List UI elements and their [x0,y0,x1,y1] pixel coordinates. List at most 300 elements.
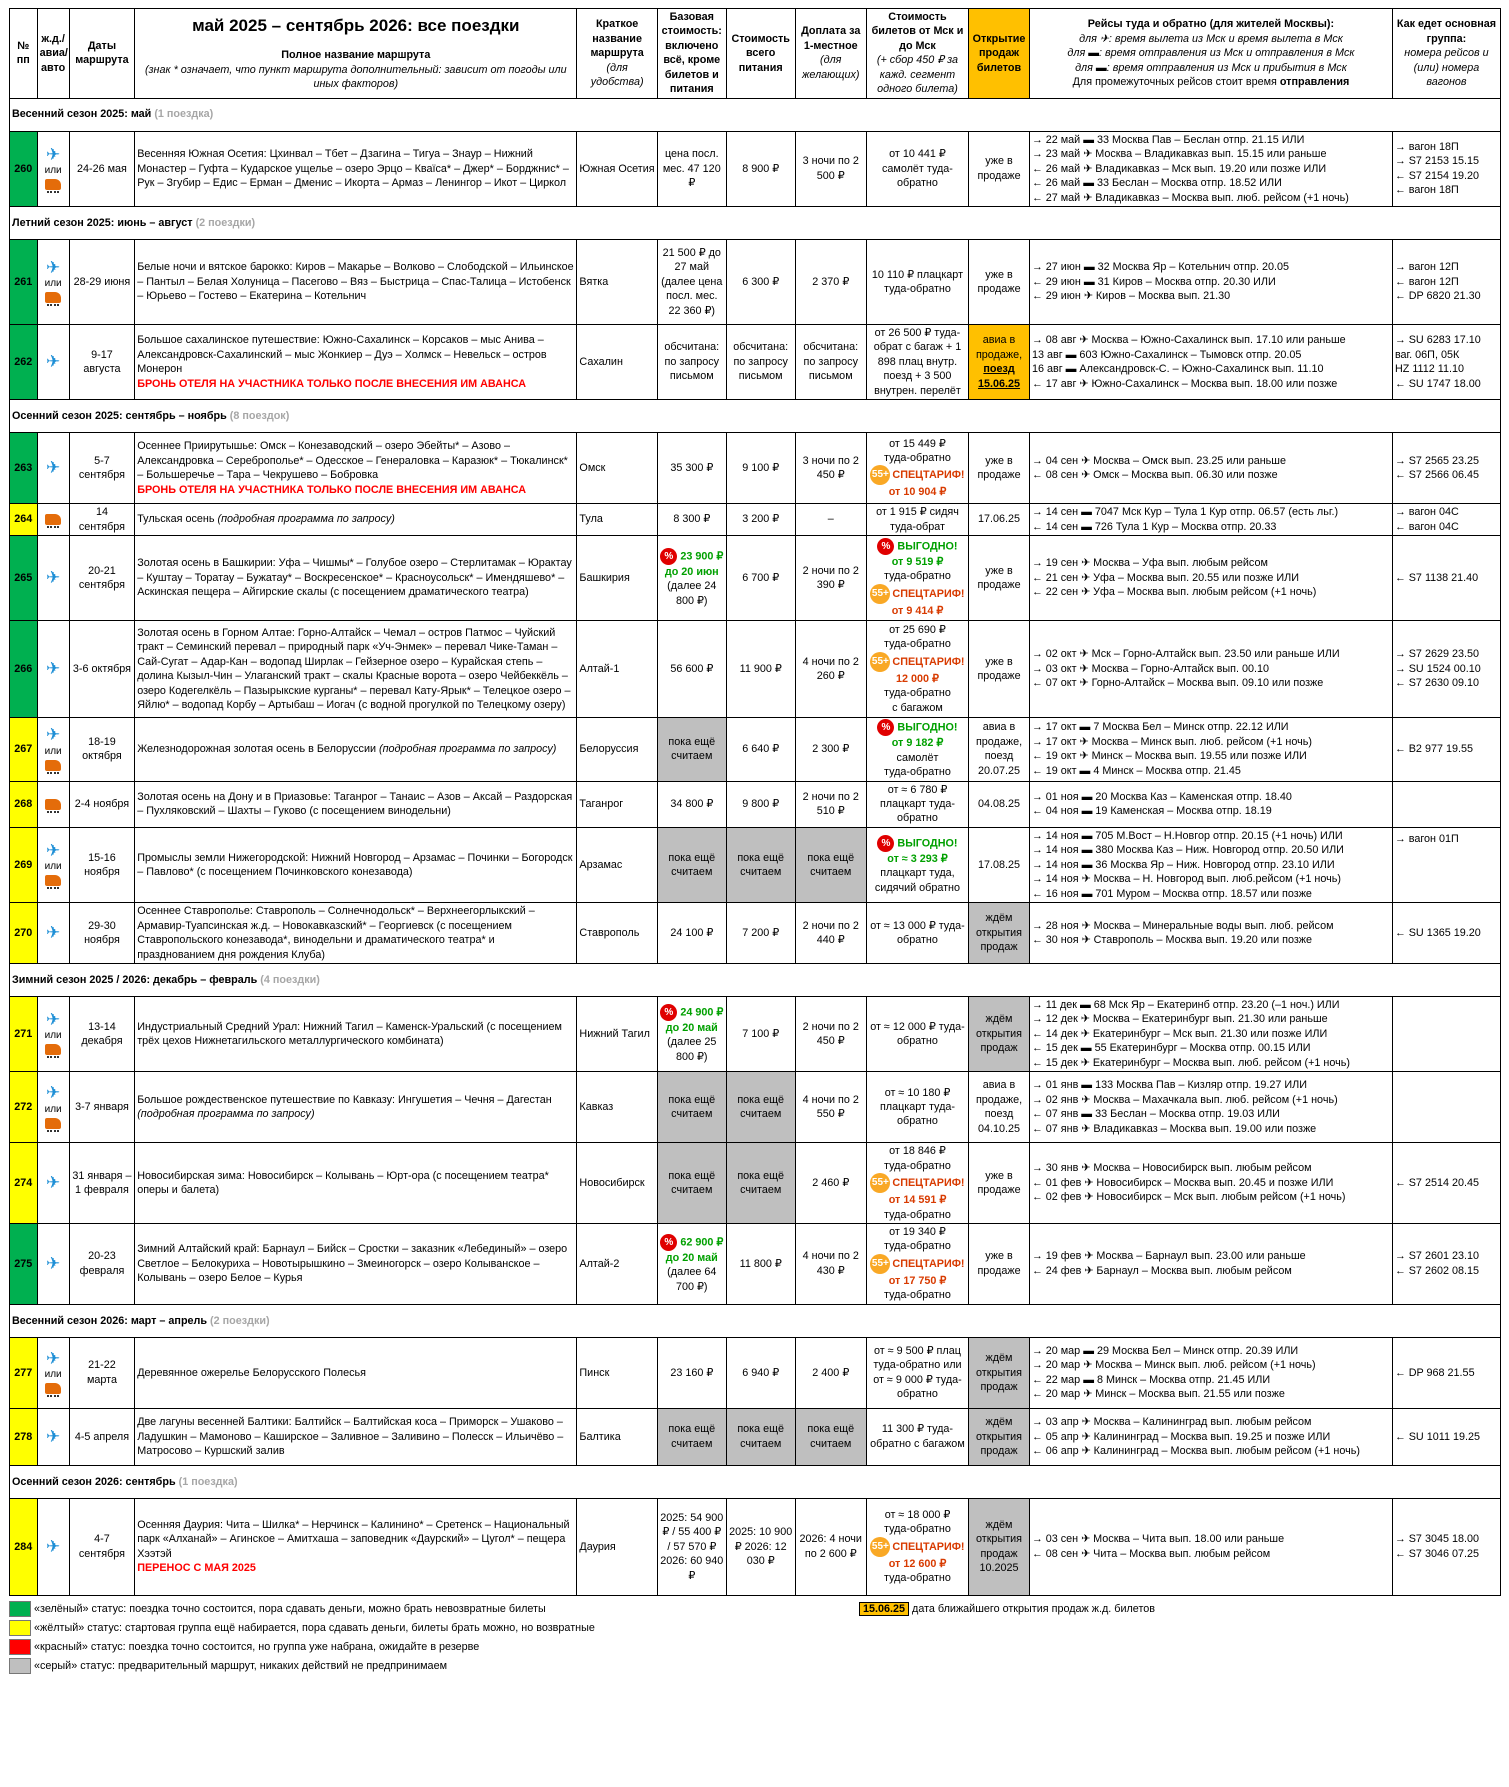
plane-icon: ✈ [46,1348,61,1368]
trip-food-price: пока ещё считаем [726,1408,795,1465]
trip-group [1392,1408,1500,1465]
ticket-note: туда-обратно [884,766,951,779]
trip-short: Сахалин [577,324,657,399]
header-food: Стоимость всего питания [726,9,795,99]
trip-short: Алтай-2 [577,1224,657,1305]
flight-line: → 30 янв ✈ Москва – Новосибирск вып. любым рейсом [1031,1162,1312,1175]
train-icon [45,875,61,886]
plane-icon: ✈ [46,1172,61,1192]
train-icon [45,1044,61,1055]
trip-row-263[interactable] [10,433,1501,504]
trip-group [1392,903,1500,964]
transport-cell [37,1408,69,1465]
trip-number: 261 [10,239,38,324]
flight-line: → 01 ноя ▬ 20 Москва Каз – Каменская отпр. 18.40 [1031,790,1292,803]
plane-icon: ✈ [46,1426,61,1446]
header-short [577,9,657,99]
legend-green [9,1600,1501,1619]
header-flights-l4 [1073,76,1350,88]
trip-row-272[interactable] [10,1072,1501,1143]
plane-icon: ✈ [46,1009,61,1029]
flight-line: ← 24 фев ✈ Барнаул – Москва вып. любым рейсом [1031,1264,1292,1277]
header-flights-l1: для ✈: время вылета из Мск и время вылета в Мск [1079,32,1343,45]
trip-opening: ждём открытия продаж [969,996,1030,1071]
legend-date [859,1600,1155,1619]
section-spring-2026 [10,1304,1501,1337]
trip-group [1392,996,1500,1071]
flight-line: ← 30 ноя ✈ Ставрополь – Москва вып. 19.20 или позже [1031,934,1313,947]
header-single-note: (для желающих) [802,54,860,81]
section-count: (4 поездки) [260,973,320,986]
header-num: № пп [10,9,38,99]
trip-flights [1029,827,1392,902]
flight-line: ← 14 сен ▬ 726 Тула 1 Кур – Москва отпр. 20.33 [1031,520,1277,533]
trip-group [1392,1143,1500,1224]
or-label: или [44,1103,62,1115]
trip-tickets: от 10 441 ₽ самолёт туда-обратно [866,131,968,206]
trip-row-260[interactable] [10,131,1501,206]
trip-tickets [866,827,968,902]
header-group-label: Как едет основная группа: [1396,18,1497,45]
trip-dates: 5-7 сентября [69,433,134,504]
trip-row-264[interactable] [10,504,1501,536]
flight-line: ← 07 янв ✈ Владикавказ – Москва вып. 19.00 или позже [1031,1122,1317,1135]
trip-opening [969,324,1030,399]
later-price: (далее 25 800 ₽) [667,1036,717,1063]
trip-single-price: 2 300 ₽ [795,718,866,781]
section-count: (1 поездка) [154,108,214,121]
flight-line: ← 06 апр ✈ Калининград – Москва вып. любым рейсом (+1 ночь) [1031,1445,1360,1458]
header-dates: Даты маршрута [69,9,134,99]
trip-warning: БРОНЬ ОТЕЛЯ НА УЧАСТНИКА ТОЛЬКО ПОСЛЕ ВНЕСЕНИЯ ИМ АВАНСА [137,483,527,496]
flight-line: ← 16 ноя ▬ 701 Муром – Москва отпр. 18.57 или позже [1031,887,1312,900]
header-tickets-label: Стоимость билетов от Мск и до Мск [871,11,964,52]
trip-flights [1029,1337,1392,1408]
trip-route-text: Большое рождественское путешествие по Кавказу: Ингушетия – Чечня – Дагестан [137,1093,552,1106]
trip-route: Индустриальный Средний Урал: Нижний Тагил – Каменск-Уральский (с посещением трёх цехов Нижнетагильского металлургического комбината) [135,996,577,1071]
flight-line: ← 22 мар ▬ 8 Минск – Москва отпр. 21.45 ИЛИ [1031,1373,1271,1386]
ticket-note: туда-обратно [884,687,951,700]
green-swatch [9,1601,31,1617]
ticket-price: от ≈ 3 293 ₽ [887,852,948,865]
plane-icon: ✈ [46,257,61,277]
trip-number: 265 [10,536,38,621]
trip-flights [1029,1408,1392,1465]
early-deadline: до 20 май [665,1021,718,1034]
trip-group [1392,504,1500,536]
trip-short: Таганрог [577,781,657,827]
trip-base-price: 56 600 ₽ [657,621,726,718]
opening-text: авиа в продаже, [975,334,1023,361]
transport-cell [37,536,69,621]
flight-line: ← 26 май ▬ 33 Беслан – Москва отпр. 18.52 ИЛИ [1031,177,1282,190]
flight-line: ← 08 сен ✈ Омск – Москва вып. 06.30 или позже [1031,469,1278,482]
trip-single-price: 3 ночи по 2 500 ₽ [795,131,866,206]
transport-cell [37,131,69,206]
trip-tickets: от ≈ 6 780 ₽ плацкарт туда-обратно [866,781,968,827]
section-title [10,1465,1501,1498]
group-line: ← S7 2630 09.10 [1394,677,1479,690]
trip-single-price: 4 ночи по 2 550 ₽ [795,1072,866,1143]
trip-base-price: 35 300 ₽ [657,433,726,504]
group-line: ← вагон 12П [1394,275,1459,288]
legend-red [9,1638,1501,1657]
trip-group [1392,1337,1500,1408]
trip-number: 277 [10,1337,38,1408]
trip-number: 284 [10,1498,38,1595]
trip-row-262[interactable] [10,324,1501,399]
page-title: май 2025 – сентябрь 2026: все поездки [192,16,520,36]
trip-route-note: (подробная программа по запросу) [137,1108,315,1121]
trip-row-266[interactable] [10,621,1501,718]
trip-dates: 9-17 августа [69,324,134,399]
schedule-table [9,8,1501,1596]
trip-single-price: обсчитана: по запросу письмом [795,324,866,399]
trip-food-price: пока ещё считаем [726,1072,795,1143]
trip-row-271[interactable] [10,996,1501,1071]
trip-row-277[interactable] [10,1337,1501,1408]
trip-opening: ждём открытия продаж 10.2025 [969,1498,1030,1595]
ticket-note: туда-обратно [884,1240,951,1253]
trip-short: Белоруссия [577,718,657,781]
flight-line: → 19 сен ✈ Москва – Уфа вып. любым рейсом [1031,557,1268,570]
flight-line: → 12 дек ✈ Москва – Екатеринбург вып. 21.30 или раньше [1031,1013,1328,1026]
plane-icon: ✈ [46,1536,61,1556]
trip-route-note: (подробная программа по запросу) [217,513,395,526]
header-flights-l4-text: Для промежуточных рейсов стоит время [1072,76,1280,89]
ticket-note: туда-обратно [884,1572,951,1585]
section-summer-2025 [10,206,1501,239]
trip-number: 274 [10,1143,38,1224]
train-icon [45,179,61,190]
transport-cell [37,239,69,324]
trip-single-price: пока ещё считаем [795,827,866,902]
early-deadline: до 20 июн [664,565,719,578]
discount-icon: % [660,1234,677,1251]
discount-icon: % [877,719,894,736]
header-single [795,9,866,99]
header-flights-l2: для ▬: время отправления из Мск и отправления в Мск [1067,47,1355,60]
header-route-title: Полное название маршрута [281,49,431,62]
trip-food-price: 9 100 ₽ [726,433,795,504]
or-label: или [44,745,62,757]
ticket-price: от 15 449 ₽ [889,437,946,450]
header-single-label: Доплата за 1-местное [801,25,861,52]
trip-route: Золотая осень в Башкирии: Уфа – Чишмы* – Голубое озеро – Стерлитамак – Юрактау – Куштау – Торатау – Бужатау* – Воскресенское* – Красноусольск* – Имендяшево* – Аскинская пещера – Айгирские скалы (с посещением драматического театра) [135,536,577,621]
header-transport: ж.д./ авиа/ авто [37,9,69,99]
trip-base-price [657,996,726,1071]
or-label: или [44,861,62,873]
ticket-type: самолёт [896,751,939,764]
trip-base-price [657,536,726,621]
flight-line: → 14 ноя ▬ 380 Москва Каз – Ниж. Новгород отпр. 20.50 ИЛИ [1031,844,1344,857]
flight-line: ← 02 фев ✈ Новосибирск – Мск вып. любым рейсом (+1 ночь) [1031,1191,1346,1204]
flight-line: → 02 окт ✈ Мск – Горно-Алтайск вып. 23.50 или раньше ИЛИ [1031,648,1340,661]
header-route-note: (знак * означает, что пункт маршрута дополнительный: зависит от погоды или иных факторов) [144,63,567,90]
trip-number: 272 [10,1072,38,1143]
train-icon [45,1118,61,1129]
trip-opening: авиа в продаже, поезд 20.07.25 [969,718,1030,781]
flight-line: ← 29 июн ✈ Киров – Москва вып. 21.30 [1031,290,1231,303]
group-line: ← S7 1138 21.40 [1394,571,1479,584]
red-swatch [9,1639,31,1655]
flight-line: → 27 июн ▬ 32 Москва Яр – Котельнич отпр. 20.05 [1031,261,1289,274]
trip-route [135,433,577,504]
group-line: ← SU 1011 19.25 [1394,1430,1480,1443]
trip-opening: уже в продаже [969,536,1030,621]
trip-row-269[interactable] [10,827,1501,902]
section-title [10,1304,1501,1337]
train-icon [45,514,61,525]
trip-group [1392,1224,1500,1305]
trip-route: Весенняя Южная Осетия: Цхинвал – Тбет – Дзагина – Тигуа – Знаур – Нижний Монастер – Гуфта – Кударское ущелье – озеро Эрцо – Кваїса* – Джер* – Борджнис* – Рук – Згубир – Едис – Ерман – Дменис – Икорта – Армаз – Ленингор – Икот – Циркол [135,131,577,206]
flight-line: ← 27 май ✈ Владикавказ – Москва вып. люб. рейсом (+1 ночь) [1031,191,1349,204]
flight-line: 13 авг ▬ 603 Южно-Сахалинск – Тымовск отпр. 20.05 [1031,348,1302,361]
age-55-badge: 55+ [870,465,890,485]
group-line: ← S7 2154 19.20 [1394,169,1479,182]
trip-route-note: (подробная программа по запросу) [379,743,557,756]
header-row [10,9,1501,99]
trip-single-price: 2 ночи по 2 390 ₽ [795,536,866,621]
trip-tickets: от ≈ 10 180 ₽ плацкарт туда-обратно [866,1072,968,1143]
group-line: → S7 2565 23.25 [1394,454,1479,467]
trip-single-price: 2 ночи по 2 510 ₽ [795,781,866,827]
legend-gray-text: «серый» статус: предварительный маршрут, никаких действий не предпринимаем [34,1660,447,1672]
trip-route-text: Железнодорожная золотая осень в Белоруссии [137,743,377,756]
ticket-note: туда-обратно [884,1289,951,1302]
trip-group [1392,1498,1500,1595]
section-title-text: Весенний сезон 2026: март – апрель [12,1314,208,1327]
trip-flights [1029,1143,1392,1224]
trip-base-price: пока ещё считаем [657,1408,726,1465]
trip-tickets: от ≈ 13 000 ₽ туда-обратно [866,903,968,964]
transport-cell [37,781,69,827]
flight-line: → 03 сен ✈ Москва – Чита вып. 18.00 или раньше [1031,1533,1285,1546]
discount-icon: % [660,1004,677,1021]
trip-group [1392,621,1500,718]
flight-line: → 04 сен ✈ Москва – Омск вып. 23.25 или раньше [1031,454,1286,467]
plane-icon: ✈ [46,567,61,587]
trip-dates: 28-29 июня [69,239,134,324]
ticket-note: туда-обратно [884,1523,951,1536]
trip-number: 275 [10,1224,38,1305]
transport-cell [37,903,69,964]
trip-row-267[interactable] [10,718,1501,781]
section-title [10,963,1501,996]
train-icon [45,292,61,303]
trip-opening: уже в продаже [969,131,1030,206]
trip-tickets: от 1 915 ₽ сидяч туда-обрат [866,504,968,536]
trip-flights [1029,536,1392,621]
trip-route: Промыслы земли Нижегородской: Нижний Новгород – Арзамас – Починки – Богородск – Павлово* (с посещением Починковского конезавода) [135,827,577,902]
trip-opening: уже в продаже [969,433,1030,504]
legend-date-text: дата ближайшего открытия продаж ж.д. билетов [912,1603,1156,1615]
plane-icon: ✈ [46,725,61,745]
trip-warning: ПЕРЕНОС С МАЯ 2025 [137,1562,256,1575]
ticket-price: от ≈ 18 000 ₽ [884,1508,951,1521]
plane-icon: ✈ [46,1083,61,1103]
trip-dates: 4-5 апреля [69,1408,134,1465]
header-short-note: (для удобства) [590,61,644,89]
flight-line: ← 07 янв ▬ 33 Беслан – Москва отпр. 19.03 ИЛИ [1031,1108,1280,1121]
opening-date: поезд 15.06.25 [978,363,1021,390]
group-line: → вагон 01П [1394,832,1459,845]
age-55-badge: 55+ [870,652,890,672]
early-price: 62 900 ₽ [680,1236,724,1249]
trip-tickets [866,1224,968,1305]
trip-dates: 29-30 ноября [69,903,134,964]
trip-opening: ждём открытия продаж [969,1337,1030,1408]
trip-dates: 24-26 мая [69,131,134,206]
trip-dates: 18-19 октября [69,718,134,781]
trip-short: Омск [577,433,657,504]
trip-route [135,718,577,781]
legend-yellow [9,1619,1501,1638]
trip-flights [1029,996,1392,1071]
trip-dates: 4-7 сентября [69,1498,134,1595]
flight-line: ← 26 май ✈ Владикавказ – Мск вып. 19.20 или позже ИЛИ [1031,162,1327,175]
group-line: ← S7 3046 07.25 [1394,1547,1479,1560]
trip-row-265[interactable] [10,536,1501,621]
trip-group [1392,718,1500,781]
header-group-note: номера рейсов и (или) номера вагонов [1404,47,1489,89]
flight-line: ← 22 сен ✈ Уфа – Москва вып. любым рейсом (+1 ночь) [1031,586,1317,599]
flight-line: → 14 ноя ✈ Москва – Н. Новгород вып. люб.рейсом (+1 ночь) [1031,873,1341,886]
flight-line: → 11 дек ▬ 68 Мск Яр – Екатеринб отпр. 23.20 (–1 ноч.) ИЛИ [1031,998,1340,1011]
trip-flights [1029,504,1392,536]
discount-icon: % [877,835,894,852]
group-line: ← SU 1747 18.00 [1394,377,1481,390]
trip-row-261[interactable] [10,239,1501,324]
special-tariff: СПЕЦТАРИФ! [892,1257,965,1270]
plane-icon: ✈ [46,658,61,678]
trip-opening: уже в продаже [969,1143,1030,1224]
yellow-swatch [9,1620,31,1636]
trip-number: 260 [10,131,38,206]
trip-single-price: – [795,504,866,536]
trip-group [1392,324,1500,399]
trip-single-price: 4 ночи по 2 430 ₽ [795,1224,866,1305]
trip-single-price: 2026: 4 ночи по 2 600 ₽ [795,1498,866,1595]
plane-icon: ✈ [46,1253,61,1273]
trip-base-price: пока ещё считаем [657,1143,726,1224]
trip-food-price: обсчитана: по запросу письмом [726,324,795,399]
flight-line: 16 авг ▬ Александровск-С. – Южно-Сахалинск вып. 11.10 [1031,363,1324,376]
section-title-text: Осенний сезон 2025: сентябрь – ноябрь [12,410,227,423]
or-label: или [44,1030,62,1042]
trip-tickets [866,1143,968,1224]
trip-row-278[interactable] [10,1408,1501,1465]
trip-route: Новосибирская зима: Новосибирск – Колывань – Юрт-ора (с посещением театра* оперы и балета) [135,1143,577,1224]
trip-warning: БРОНЬ ОТЕЛЯ НА УЧАСТНИКА ТОЛЬКО ПОСЛЕ ВНЕСЕНИЯ ИМ АВАНСА [137,377,527,390]
trip-route-text: Осеннее Приирутышье: Омск – Конезаводский – озеро Эбейты* – Азово – Александровка – Сереброполье* – Одесское – Генераловка – Каразюк* – Тюкалинск* – Большеречье – Тара – Чекрушево – Бобровка [137,440,568,482]
trip-opening: уже в продаже [969,1224,1030,1305]
ticket-baggage: с багажом [892,701,943,714]
trip-dates: 13-14 декабря [69,996,134,1071]
trip-route [135,1498,577,1595]
flight-line: ← 29 июн ▬ 31 Киров – Москва отпр. 20.30 ИЛИ [1031,275,1276,288]
trip-flights [1029,433,1392,504]
trip-route-text: Осенняя Даурия: Чита – Шилка* – Нерчинск – Калинино* – Сретенск – Национальный парк «Алханай» – Агинское – Амитхаша – заповедник «Даурский» – Цугол* – пещера Хээтэй [137,1518,570,1560]
trip-food-price: 6 700 ₽ [726,536,795,621]
trip-tickets: от ≈ 12 000 ₽ туда-обратно [866,996,968,1071]
trip-food-price: 9 800 ₽ [726,781,795,827]
transport-cell [37,1337,69,1408]
trip-flights [1029,324,1392,399]
trip-dates: 15-16 ноября [69,827,134,902]
trip-row-270[interactable] [10,903,1501,964]
header-flights-l4-bold: отправления [1279,76,1350,89]
special-tariff: СПЕЦТАРИФ! [892,1540,965,1553]
trip-single-price: 3 ночи по 2 450 ₽ [795,433,866,504]
trip-number: 263 [10,433,38,504]
profit-label: ВЫГОДНО! [897,837,958,850]
age-55-badge: 55+ [870,1254,890,1274]
header-flights-l3: для ▬: время отправления из Мск и прибытия в Мск [1075,61,1347,74]
trip-tickets [866,718,968,781]
trip-row-275[interactable] [10,1224,1501,1305]
trip-opening: ждём открытия продаж [969,1408,1030,1465]
flight-line: ← 20 мар ✈ Минск – Москва вып. 21.55 или позже [1031,1388,1285,1401]
discount-icon: % [660,548,677,565]
legend-gray [9,1657,1501,1676]
special-price: от 14 591 ₽ [888,1194,947,1207]
trip-base-price: 23 160 ₽ [657,1337,726,1408]
trip-base-price [657,1224,726,1305]
trip-route: Две лагуны весенней Балтики: Балтийск – Балтийская коса – Приморск – Ушаково – Ладушкин – Мамоново – Каширское – Заливное – Заливино – Полесск – Ильичёво – Матросово – Куршский залив [135,1408,577,1465]
trip-number: 270 [10,903,38,964]
trip-route [135,1072,577,1143]
later-price: (далее 64 700 ₽) [667,1266,717,1293]
flight-line: → 23 май ✈ Москва – Владикавказ вып. 15.15 или раньше [1031,148,1327,161]
trip-row-268[interactable] [10,781,1501,827]
trip-dates: 3-6 октября [69,621,134,718]
trip-route: Золотая осень на Дону и в Приазовье: Таганрог – Танаис – Азов – Аксай – Раздорская – Пухляковский – Шахты – Гуково (с посещением винодельни) [135,781,577,827]
trip-flights [1029,903,1392,964]
trip-short: Даурия [577,1498,657,1595]
early-price: 23 900 ₽ [680,550,724,563]
trip-opening: 04.08.25 [969,781,1030,827]
header-route [135,9,577,99]
transport-cell [37,718,69,781]
trip-tickets: от 26 500 ₽ туда-обрат с багаж + 1 898 плац внутр. поезд + 3 500 внутрен. перелёт [866,324,968,399]
special-tariff: СПЕЦТАРИФ! [892,587,965,600]
profit-label: ВЫГОДНО! [897,540,958,553]
trip-short: Балтика [577,1408,657,1465]
trip-group [1392,1072,1500,1143]
transport-cell [37,1224,69,1305]
trip-route-text: Тульская осень [137,513,215,526]
header-short-label: Краткое название маршрута [590,18,644,60]
transport-cell [37,324,69,399]
header-flights [1029,9,1392,99]
flight-line: ← 19 окт ✈ Минск – Москва вып. 19.55 или позже ИЛИ [1031,750,1307,763]
special-price: от 10 904 ₽ [888,486,947,499]
trip-food-price: 6 640 ₽ [726,718,795,781]
trip-row-284[interactable] [10,1498,1501,1595]
ticket-note: туда-обратно [884,1159,951,1172]
trip-row-274[interactable] [10,1143,1501,1224]
trip-route: Деревянное ожерелье Белорусского Полесья [135,1337,577,1408]
trip-short: Башкирия [577,536,657,621]
trip-group [1392,781,1500,827]
plane-icon: ✈ [46,351,61,371]
flight-line: ← 21 сен ✈ Уфа – Москва вып. 20.55 или позже ИЛИ [1031,571,1300,584]
trip-short: Нижний Тагил [577,996,657,1071]
section-count: (2 поездки) [195,216,256,229]
group-line: ваг. 06П, 05К [1394,348,1460,361]
or-label: или [44,1369,62,1381]
